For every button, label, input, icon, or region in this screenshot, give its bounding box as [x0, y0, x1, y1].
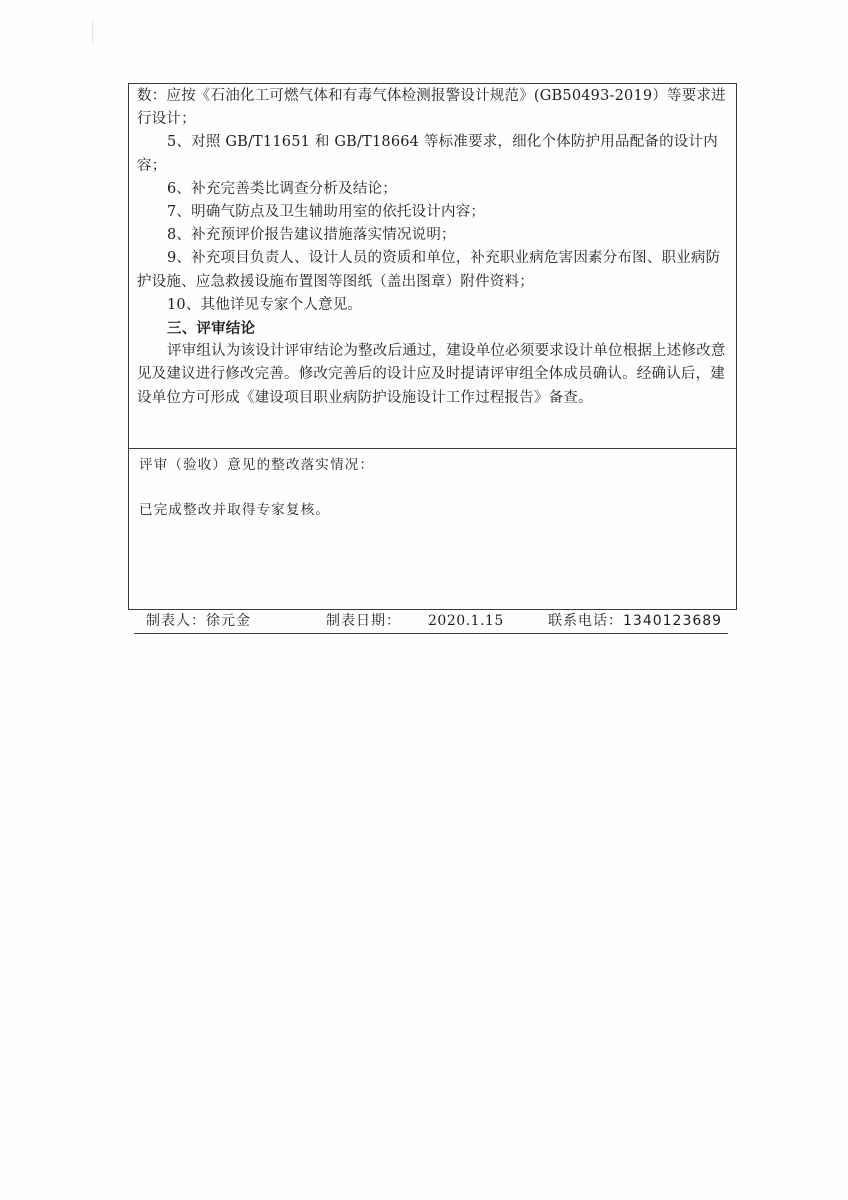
rectification-section: [129, 449, 736, 609]
table-footer: [134, 610, 728, 634]
review-opinions-section: [129, 84, 736, 449]
opinion-item-6: 6、补充完善类比调查分析及结论；: [167, 180, 397, 197]
review-table: [128, 83, 737, 610]
opinion-item-9: 9、补充项目负责人、设计人员的资质和单位，补充职业病危害因素分布图、职业病防护设施、应急救援设施布置图等图纸（盖出图章）附件资料；: [137, 250, 721, 290]
opinion-item-10: 10、其他详见专家个人意见。: [167, 296, 363, 313]
conclusion-paragraph: 评审组认为该设计评审结论为整改后通过，建设单位必须要求设计单位根据上述修改意见及建议进行修改完善。修改完善后的设计应及时提请评审组全体成员确认。经确认后，建设单位方可形成《建设项目职业病防护设施设计工作过程报告》备查。: [137, 343, 726, 406]
table-date: 2020.1.15: [428, 613, 504, 629]
opinion-item-5: 5、对照 GB/T11651 和 GB/T18664 等标准要求，细化个体防护用品配备的设计内容；: [137, 134, 718, 174]
conclusion-heading: 三、评审结论: [167, 320, 256, 338]
review-opinions-text: [137, 85, 731, 410]
contact-phone: 联系电话：1340123689: [548, 613, 723, 629]
opinion-item-7: 7、明确气防点及卫生辅助用室的依托设计内容；: [167, 204, 486, 221]
table-maker: 制表人：徐元金: [146, 613, 251, 629]
rectification-label: 评审（验收）意见的整改落实情况：: [139, 457, 375, 473]
opinion-item-8: 8、补充预评价报告建议措施落实情况说明；: [167, 227, 456, 244]
rectification-content: 已完成整改并取得专家复核。: [139, 502, 331, 518]
standard-requirement-line: 数：应按《石油化工可燃气体和有毒气体检测报警设计规范》(GB50493-2019）等要求进行设计；: [137, 88, 726, 128]
table-date-label: 制表日期：: [326, 613, 401, 629]
scan-artifact: [92, 20, 93, 44]
